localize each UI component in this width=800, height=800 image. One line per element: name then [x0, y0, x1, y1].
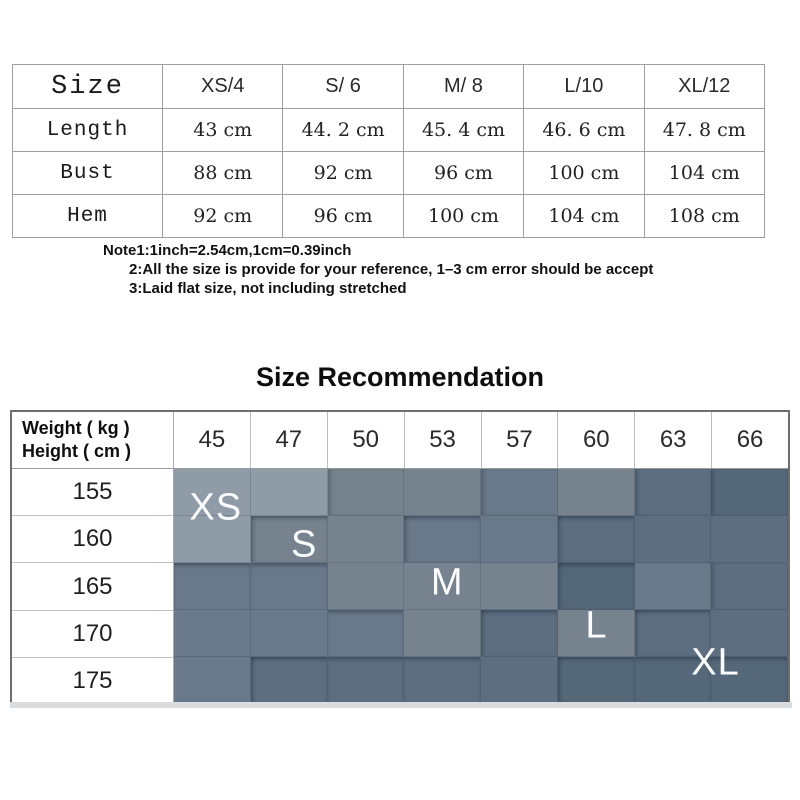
corner-height-label: Height ( cm )	[22, 441, 132, 461]
size-zone-grid	[174, 469, 788, 704]
size-zone-cell	[404, 516, 481, 563]
size-zone-cell	[404, 657, 481, 704]
measurement-value-cell: 104 cm	[644, 152, 764, 195]
size-option-cell: XS/4	[163, 65, 283, 109]
size-zone-cell	[251, 610, 328, 657]
weight-cell: 45	[174, 412, 251, 468]
weight-cell: 50	[328, 412, 405, 468]
note-line-2: 2:All the size is provide for your reference, 1–3 cm error should be accept	[129, 261, 654, 278]
recommendation-body	[12, 469, 788, 704]
size-zone-cell	[251, 469, 328, 516]
size-zone-cell	[481, 610, 558, 657]
size-zone-cell	[174, 657, 251, 704]
height-cell: 155	[12, 469, 173, 516]
size-zone-cell	[481, 516, 558, 563]
size-zone-cell	[635, 516, 712, 563]
height-cell: 160	[12, 516, 173, 563]
measurement-label-cell: Bust	[13, 152, 163, 195]
measurement-value-cell: 43 cm	[163, 109, 283, 152]
size-zone-cell	[558, 516, 635, 563]
measurement-value-cell: 92 cm	[283, 152, 403, 195]
size-zone-cell	[251, 657, 328, 704]
measurement-label-cell: Length	[13, 109, 163, 152]
size-zone-cell	[558, 657, 635, 704]
weight-cell: 47	[251, 412, 328, 468]
size-zone-cell	[328, 516, 405, 563]
weight-cell: 60	[558, 412, 635, 468]
size-zone-cell	[711, 469, 788, 516]
size-zone-cell	[558, 610, 635, 657]
note-line-1: Note1:1inch=2.54cm,1cm=0.39inch	[103, 242, 352, 259]
size-zone-cell	[711, 516, 788, 563]
measurement-value-cell: 100 cm	[403, 195, 523, 238]
note-line-3: 3:Laid flat size, not including stretched	[129, 280, 407, 297]
size-zone-cell	[328, 610, 405, 657]
size-option-cell: S/ 6	[283, 65, 403, 109]
size-zone-cell	[404, 610, 481, 657]
size-zone-cell	[328, 469, 405, 516]
size-zone-cell	[251, 563, 328, 610]
size-zone-cell	[481, 657, 558, 704]
weight-cell: 57	[482, 412, 559, 468]
size-zone-cell	[635, 469, 712, 516]
measurement-value-cell: 96 cm	[283, 195, 403, 238]
measurement-value-cell: 104 cm	[524, 195, 644, 238]
weight-cell: 53	[405, 412, 482, 468]
measurement-label-cell: Hem	[13, 195, 163, 238]
table-bottom-shadow	[10, 702, 792, 708]
measurement-value-cell: 47. 8 cm	[644, 109, 764, 152]
measurement-value-cell: 88 cm	[163, 152, 283, 195]
size-zone-cell	[251, 516, 328, 563]
size-zone-cell	[635, 563, 712, 610]
size-header-cell: Size	[13, 65, 163, 109]
measurement-value-cell: 100 cm	[524, 152, 644, 195]
size-zone-cell	[404, 563, 481, 610]
size-zone-cell	[635, 610, 712, 657]
height-cell: 165	[12, 563, 173, 610]
size-zone-cell	[174, 563, 251, 610]
weight-header-row	[12, 412, 788, 469]
size-recommendation-table	[10, 410, 790, 706]
size-zone-cell	[481, 469, 558, 516]
size-option-cell: M/ 8	[403, 65, 523, 109]
size-zone-cell	[328, 563, 405, 610]
size-zone-label-xl: XL	[691, 641, 740, 684]
size-measurement-table	[12, 64, 765, 238]
measurement-value-cell: 46. 6 cm	[524, 109, 644, 152]
size-zone-cell	[711, 610, 788, 657]
measurement-row	[13, 152, 765, 195]
size-recommendation-title: Size Recommendation	[255, 362, 545, 392]
measurement-value-cell: 108 cm	[644, 195, 764, 238]
size-zone-label-s: S	[290, 523, 318, 566]
size-zone-label-xs: XS	[189, 486, 243, 529]
size-zone-cell	[174, 610, 251, 657]
weight-height-corner-cell	[12, 412, 174, 468]
size-zone-cell	[328, 657, 405, 704]
size-table-header-row	[13, 65, 765, 109]
size-zone-cell	[558, 469, 635, 516]
height-cell: 175	[72, 666, 113, 694]
measurement-row	[13, 195, 765, 238]
size-option-cell: XL/12	[644, 65, 764, 109]
size-notes	[103, 241, 653, 298]
weight-cell: 63	[635, 412, 712, 468]
size-zone-cell	[558, 563, 635, 610]
size-option-cell: L/10	[524, 65, 644, 109]
measurement-value-cell: 96 cm	[403, 152, 523, 195]
measurement-value-cell: 92 cm	[163, 195, 283, 238]
size-zone-cell	[404, 469, 481, 516]
corner-weight-label: Weight ( kg )	[22, 418, 130, 438]
size-zone-cell	[174, 469, 251, 516]
height-cell: 170	[12, 611, 173, 658]
size-zone-cell	[711, 657, 788, 704]
height-column	[12, 469, 174, 704]
size-zone-cell	[711, 563, 788, 610]
measurement-value-cell: 45. 4 cm	[403, 109, 523, 152]
measurement-row	[13, 109, 765, 152]
size-zone-cell	[481, 563, 558, 610]
measurement-value-cell: 44. 2 cm	[283, 109, 403, 152]
size-zone-cell	[174, 516, 251, 563]
size-zone-label-l: L	[585, 604, 608, 647]
weight-cell: 66	[736, 426, 764, 453]
size-zone-label-m: M	[430, 561, 464, 604]
size-zone-cell	[635, 657, 712, 704]
